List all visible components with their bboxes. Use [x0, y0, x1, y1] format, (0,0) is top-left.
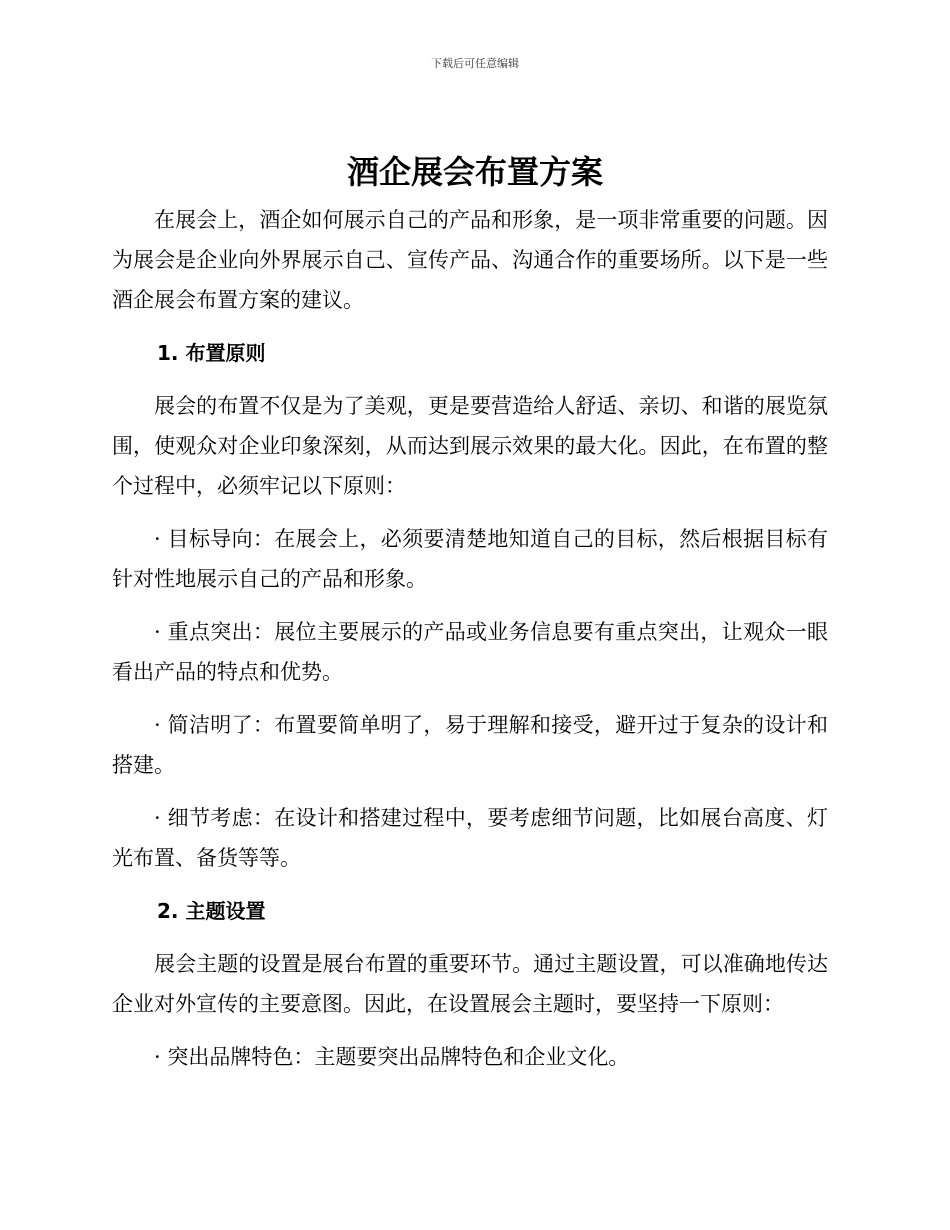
section-1 — [112, 333, 828, 878]
intro-paragraph: 在展会上，酒企如何展示自己的产品和形象，是一项非常重要的问题。因为展会是企业向外界展示自己、宣传产品、沟通合作的重要场所。以下是一些酒企展会布置方案的建议。 — [112, 208, 828, 312]
section-heading: 2. 主题设置 — [157, 899, 266, 923]
header-note: 下载后可任意编辑 — [431, 57, 519, 70]
section-2 — [112, 891, 828, 1077]
bullet-item: · 重点突出：展位主要展示的产品或业务信息要有重点突出，让观众一眼看出产品的特点和优势。 — [112, 620, 828, 684]
section-paragraph: 展会的布置不仅是为了美观，更是要营造给人舒适、亲切、和谐的展览氛围，使观众对企业印象深刻，从而达到展示效果的最大化。因此，在布置的整个过程中，必须牢记以下原则： — [112, 394, 828, 498]
document-body — [112, 200, 828, 1077]
page-title: 酒企展会布置方案 — [346, 153, 603, 191]
bullet-item: · 突出品牌特色：主题要突出品牌特色和企业文化。 — [154, 1045, 630, 1069]
bullet-item: · 目标导向：在展会上，必须要清楚地知道自己的目标，然后根据目标有针对性地展示自己的产品和形象。 — [112, 527, 828, 591]
section-paragraph: 展会主题的设置是展台布置的重要环节。通过主题设置，可以准确地传达企业对外宣传的主要意图。因此，在设置展会主题时，要坚持一下原则： — [112, 952, 828, 1016]
section-heading: 1. 布置原则 — [157, 341, 266, 365]
bullet-item: · 细节考虑：在设计和搭建过程中，要考虑细节问题，比如展台高度、灯光布置、备货等等。 — [112, 806, 828, 870]
bullet-item: · 简洁明了：布置要简单明了，易于理解和接受，避开过于复杂的设计和搭建。 — [112, 713, 828, 777]
